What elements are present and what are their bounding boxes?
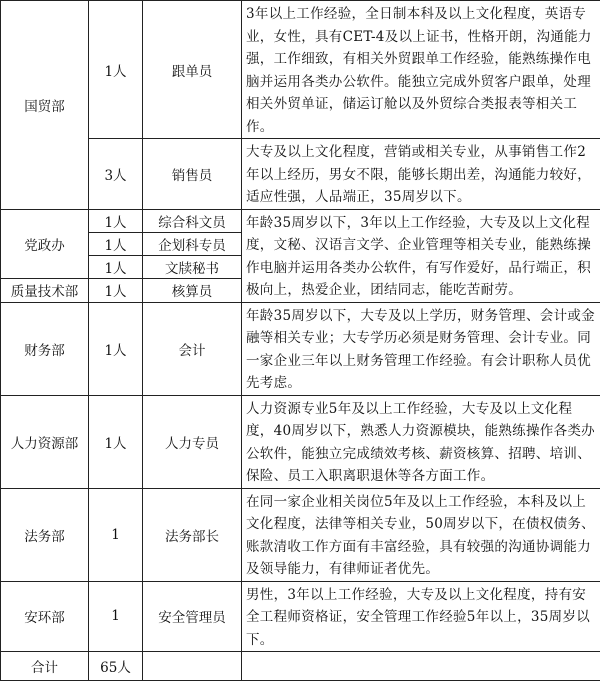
total-empty-requirement	[242, 652, 600, 681]
dept-cell-finance: 财务部	[1, 302, 89, 395]
requirement-cell: 男性，3年以上工作经验，大专及以上文化程度，持有安全工程师资格证，安全管理工作经验5年以上，35周岁以下。	[242, 581, 600, 652]
table-row	[1, 581, 600, 652]
position-cell: 销售员	[143, 139, 242, 210]
position-cell: 跟单员	[143, 1, 242, 139]
table-row	[1, 395, 600, 488]
dept-cell-hr: 人力资源部	[1, 395, 89, 488]
dept-cell-legal: 法务部	[1, 488, 89, 581]
requirement-cell: 人力资源专业5年及以上工作经验，大专及以上文化程度，40周岁以下，熟悉人力资源模块，能熟练操作各类办公软件，能独立完成绩效考核、薪资核算、招聘、培训、保险、员工入职离职退休等各方面工作。	[242, 395, 600, 488]
position-cell: 人力专员	[143, 395, 242, 488]
requirement-cell: 3年以上工作经验，全日制本科及以上文化程度，英语专业，女性，具有CET-4及以上证书，性格开朗，沟通能力强，工作细致，有相关外贸跟单工作经验，能熟练操作电脑并运用各类办公软件。能独立完成外贸客户跟单，处理相关外贸单证，储运订舱以及外贸综合类报表等相关工作。	[242, 1, 600, 139]
dept-cell-intl-trade: 国贸部	[1, 1, 89, 210]
position-cell: 文牍秘书	[143, 256, 242, 279]
count-cell: 1人	[89, 302, 143, 395]
count-cell: 1人	[89, 395, 143, 488]
count-cell: 1人	[89, 279, 143, 302]
count-cell: 1人	[89, 1, 143, 139]
requirement-cell: 大专及以上文化程度，营销或相关专业，从事销售工作2年以上经历，男女不限，能够长期出差，沟通能力较好，适应性强，人品端正，35周岁以下。	[242, 139, 600, 210]
position-cell: 法务部长	[143, 488, 242, 581]
table-row	[1, 209, 600, 232]
position-cell: 核算员	[143, 279, 242, 302]
count-cell: 1人	[89, 232, 143, 255]
table-row	[1, 488, 600, 581]
count-cell: 1人	[89, 209, 143, 232]
position-cell: 企划科专员	[143, 232, 242, 255]
position-cell: 安全管理员	[143, 581, 242, 652]
count-cell: 1	[89, 581, 143, 652]
total-label: 合计	[1, 652, 89, 681]
dept-cell-safety-env: 安环部	[1, 581, 89, 652]
table-row	[1, 139, 600, 210]
total-empty-position	[143, 652, 242, 681]
requirement-cell: 在同一家企业相关岗位5年及以上工作经验，本科及以上文化程度，法律等相关专业，50周岁以下，在债权债务、账款清收工作方面有丰富经验，具有较强的沟通协调能力及领导能力，有律师证者优先。	[242, 488, 600, 581]
position-cell: 会计	[143, 302, 242, 395]
table-row	[1, 1, 600, 139]
dept-cell-party-office: 党政办	[1, 209, 89, 279]
dept-cell-quality-tech: 质量技术部	[1, 279, 89, 302]
count-cell: 1	[89, 488, 143, 581]
total-count: 65人	[89, 652, 143, 681]
total-row	[1, 652, 600, 681]
position-cell: 综合科文员	[143, 209, 242, 232]
count-cell: 3人	[89, 139, 143, 210]
table-row	[1, 302, 600, 395]
count-cell: 1人	[89, 256, 143, 279]
requirement-cell: 年龄35周岁以下，3年以上工作经验，大专及以上文化程度，文秘、汉语言文学、企业管理等相关专业，能熟练操作电脑并运用各类办公软件，有写作爱好，品行端正，积极向上，热爱企业，团结同志，能吃苦耐劳。	[242, 209, 600, 302]
requirement-cell: 年龄35周岁以下，大专及以上学历，财务管理、会计或金融等相关专业；大专学历必须是财务管理、会计专业。同一家企业三年以上财务管理工作经验。有会计职称人员优先考虑。	[242, 302, 600, 395]
